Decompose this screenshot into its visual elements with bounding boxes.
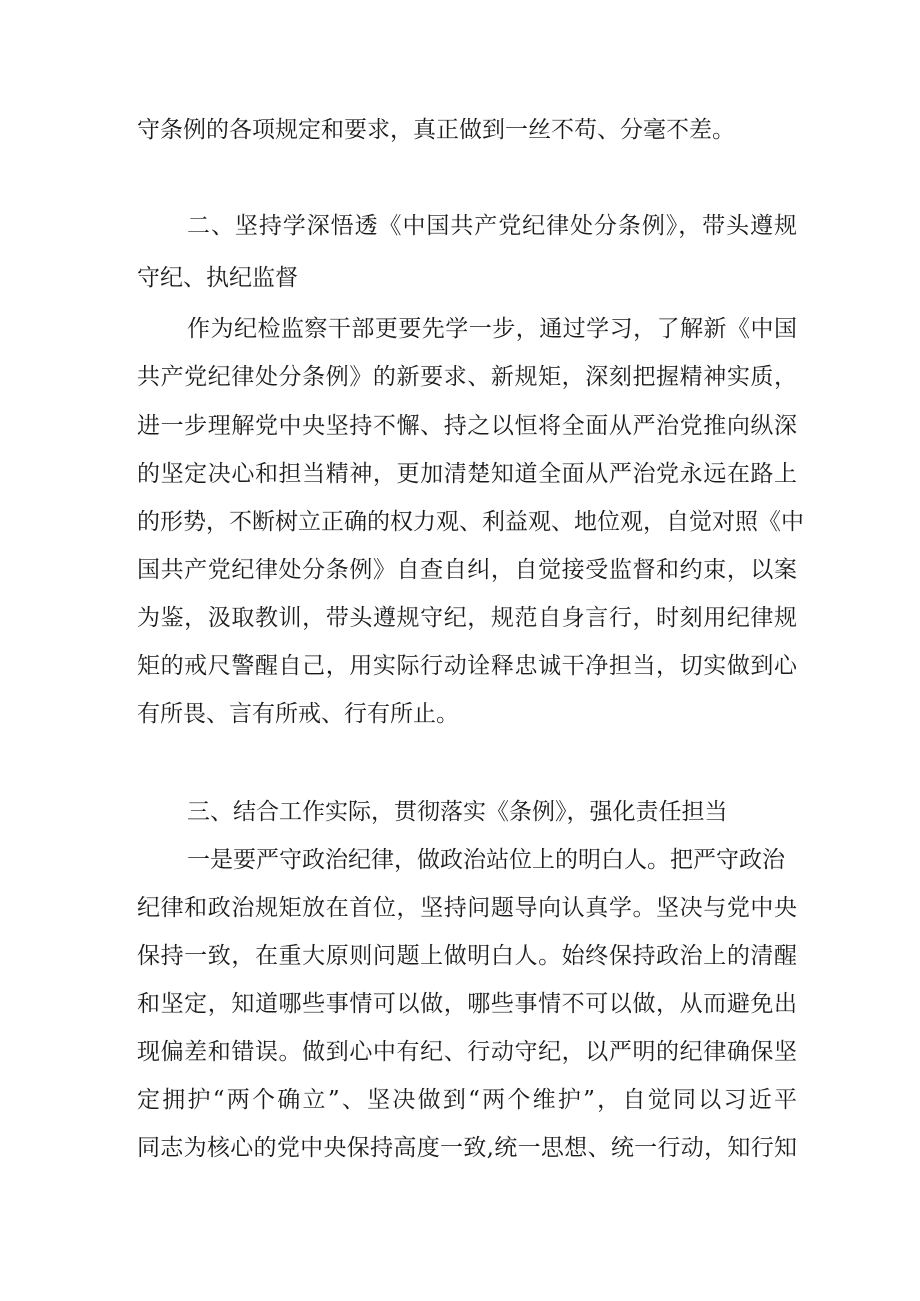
paragraph-line: 纪律和政治规矩放在首位，坚持问题导向认真学。坚决与党中央: [137, 895, 797, 921]
paragraph-line-first: [187, 838, 797, 882]
paragraph-line: 共产党纪律处分条例》的新要求、新规矩，深刻把握精神实质，: [137, 364, 797, 390]
section-2-heading-cont: 守纪、执纪监督: [137, 265, 298, 291]
paragraph-line: 守条例的各项规定和要求，真正做到一丝不苟、分毫不差。: [137, 117, 735, 143]
paragraph-line: 进一步理解党中央坚持不懈、持之以恒将全面从严治党推向纵深: [137, 413, 797, 439]
paragraph-line: 现偏差和错误。做到心中有纪、行动守纪，以严明的纪律确保坚: [137, 1039, 797, 1065]
paragraph-line: 为鉴，汲取教训，带头遵规守纪，规范自身言行，时刻用纪律规: [137, 605, 797, 631]
paragraph-line: 和坚定，知道哪些事情可以做，哪些事情不可以做，从而避免出: [137, 991, 797, 1017]
section-2-heading: 二、坚持学深悟透《中国共产党纪律处分条例》，带头遵规: [187, 213, 797, 239]
paragraph-line: 国共产党纪律处分条例》自查自纠，自觉接受监督和约束，以案: [137, 557, 797, 583]
bold-lead: 一是要严守政治纪律，做政: [187, 847, 463, 873]
paragraph-line: 的坚定决心和担当精神，更加清楚知道全面从严治党永远在路上: [137, 461, 797, 487]
paragraph-line: 作为纪检监察干部更要先学一步，通过学习，了解新《中国: [187, 316, 797, 342]
paragraph-line: 定拥护“两个确立”、坚决做到“两个维护”，自觉同以习近平: [137, 1087, 797, 1113]
paragraph-line: 的形势，不断树立正确的权力观、利益观、地位观，自觉对照《中: [137, 509, 804, 535]
paragraph-line: 有所畏、言有所戒、行有所止。: [137, 701, 459, 727]
section-3-heading: 三、结合工作实际，贯彻落实《条例》，强化责任担当: [187, 799, 728, 825]
paragraph-line: 矩的戒尺警醒自己，用实际行动诠释忠诚干净担当，切实做到心: [137, 653, 797, 679]
lead-rest: 治站位上的明白人。把严守政治: [463, 847, 785, 873]
paragraph-line: 保持一致，在重大原则问题上做明白人。始终保持政治上的清醒: [137, 943, 797, 969]
paragraph-line: 同志为核心的党中央保持高度一致,统一思想、统一行动，知行知: [137, 1135, 797, 1161]
